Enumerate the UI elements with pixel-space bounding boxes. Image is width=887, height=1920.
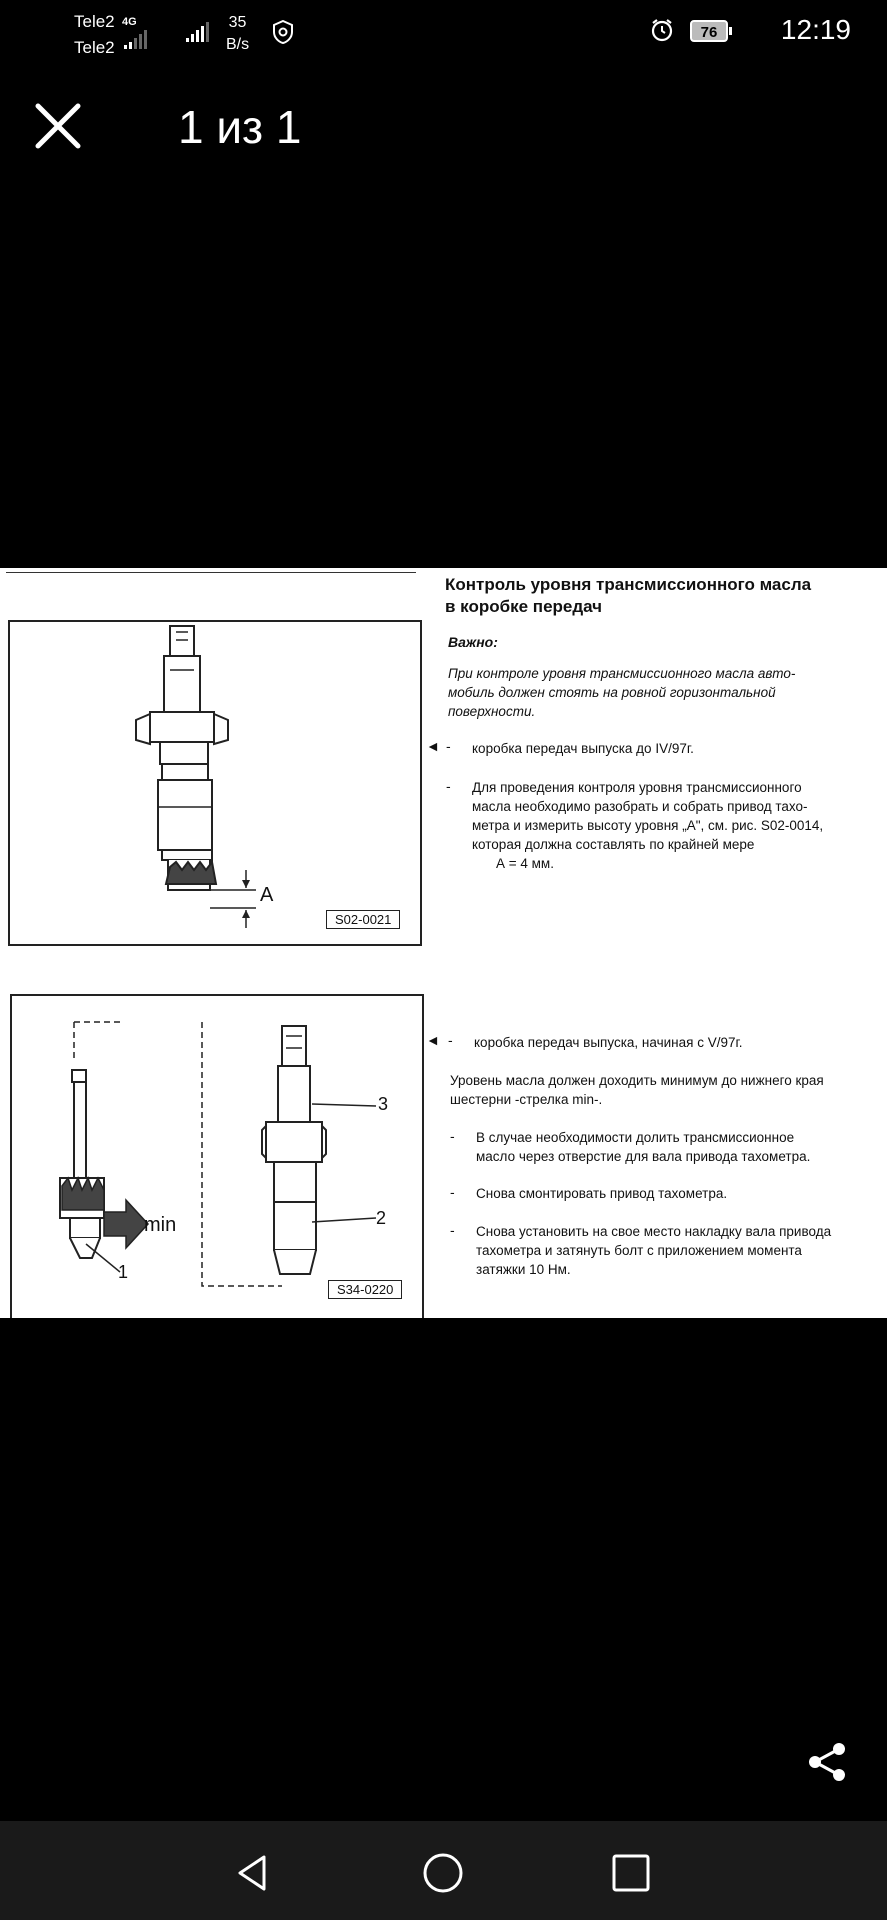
section2-item3 [476,1222,876,1279]
section2-line: Уровень масла должен доходить минимум до нижнего края [450,1073,824,1088]
dash-marker: - [448,1032,453,1048]
document-image [0,568,887,1318]
arrow-marker: ◄ [426,738,440,754]
tachometer-drive-drawing [10,622,420,944]
figure-code: S34-0220 [328,1280,402,1299]
section1-line: метра и измерить высоту уровня „А", см. рис. S02-0014, [472,818,824,833]
home-icon[interactable] [421,1851,465,1895]
dash-marker: - [450,1184,455,1200]
section2-item1-line: В случае необходимости долить трансмиссионное [476,1130,795,1145]
note-line: При контроле уровня трансмиссионного масла авто- [448,666,796,681]
important-note [448,664,860,721]
shield-icon [272,20,294,44]
section1-text [472,778,872,873]
share-icon[interactable] [806,1740,850,1784]
callout-1: 1 [118,1262,129,1282]
doc-title-line: Контроль уровня трансмиссионного масла [445,575,812,594]
figure-s34-0220 [10,994,424,1318]
section1-line: которая должна составлять по крайней мере [472,837,755,852]
status-bar [0,0,887,64]
battery-indicator: 76 [690,20,728,42]
figure-s02-0021 [8,620,422,946]
section2-item3-line: затяжки 10 Нм. [476,1262,571,1277]
section2-item1 [476,1128,876,1166]
back-icon[interactable] [230,1851,274,1895]
section1-value: А = 4 мм. [496,856,554,871]
dash-marker: - [450,1128,455,1144]
alarm-icon [650,18,674,42]
network-speed-unit: B/s [226,36,250,53]
section1-line: Для проведения контроля уровня трансмиссионного [472,780,802,795]
network-speed-value: 35 [228,14,247,31]
navigation-bar [0,1821,887,1920]
figure-code: S02-0021 [326,910,400,929]
page-edge-divider [6,568,416,573]
image-counter: 1 из 1 [178,101,302,153]
doc-title-line: в коробке передач [445,597,603,616]
doc-title [445,574,811,618]
section1-bullet: коробка передач выпуска до IV/97г. [472,741,694,756]
carrier-2: Tele2 [74,38,115,57]
signal-icon [124,30,149,49]
network-type: 4G [122,16,137,28]
section2-item1-line: масло через отверстие для вала привода тахометра. [476,1149,811,1164]
note-line: мобиль должен стоять на ровной горизонтальной [448,685,776,700]
section2-text [450,1071,870,1109]
section2-item2: Снова смонтировать привод тахометра. [476,1186,728,1201]
section2-item3-line: Снова установить на свое место накладку вала привода [476,1224,832,1239]
callout-a: A [260,884,274,906]
arrow-marker: ◄ [426,1032,440,1048]
section1-line: масла необходимо разобрать и собрать привод тахо- [472,799,808,814]
callout-3: 3 [378,1094,389,1114]
section2-bullet: коробка передач выпуска, начиная с V/97г. [474,1035,743,1050]
close-icon[interactable] [32,100,84,152]
callout-min: min [144,1214,177,1236]
dash-marker: - [446,738,451,754]
signal-icon-2 [186,22,211,42]
callout-2: 2 [376,1208,387,1228]
section2-item3-line: тахометра и затянуть болт с приложением момента [476,1243,802,1258]
important-label: Важно: [448,634,498,650]
tachometer-drive-gear-drawing [12,996,422,1316]
dash-marker: - [450,1222,455,1238]
note-line: поверхности. [448,704,536,719]
dash-marker: - [446,778,451,794]
network-speed [226,12,249,56]
section2-line: шестерни -стрелка min-. [450,1092,603,1107]
clock: 12:19 [780,14,851,45]
recents-icon[interactable] [609,1851,653,1895]
carrier-1: Tele2 [74,12,115,31]
